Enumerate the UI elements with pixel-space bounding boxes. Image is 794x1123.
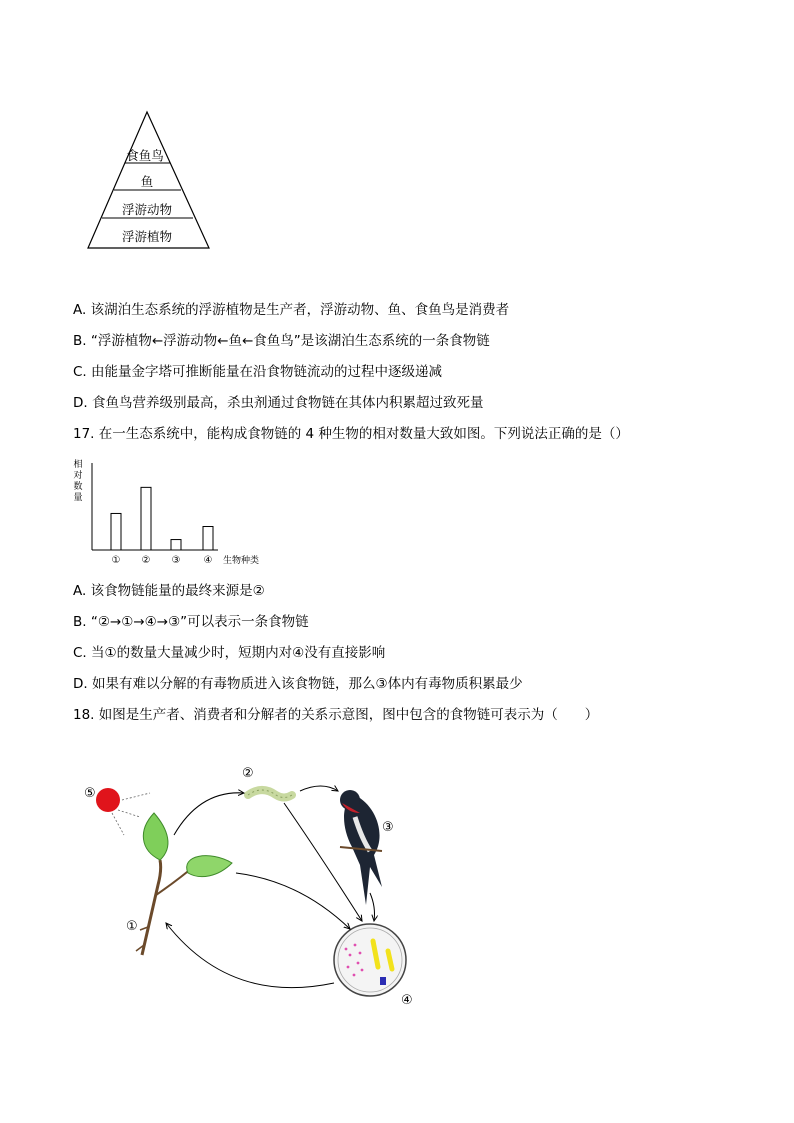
- chart-bar: [203, 527, 213, 550]
- q18-stem: 18. 如图是生产者、消费者和分解者的关系示意图，图中包含的食物链可表示为（ ）: [73, 707, 599, 723]
- label-caterpillar: ②: [242, 766, 254, 781]
- pyramid-level-3: 浮游动物: [121, 202, 173, 217]
- q16-option-d: D. 食鱼鸟营养级别最高，杀虫剂通过食物链在其体内积累超过致死量: [73, 395, 484, 411]
- q17-option-a: A. 该食物链能量的最终来源是②: [73, 583, 265, 599]
- q17-option-c: C. 当①的数量大量减少时，短期内对④没有直接影响: [73, 645, 386, 661]
- decomposer-circle-icon: [334, 924, 406, 996]
- caterpillar-icon: [248, 790, 292, 798]
- sun-icon: [96, 788, 150, 835]
- q17-stem: 17. 在一生态系统中，能构成食物链的 4 种生物的相对数量大致如图。下列说法正确的是（）: [73, 426, 629, 442]
- plant-icon: [136, 813, 232, 955]
- chart-y-axis-label-char: 对: [73, 471, 83, 481]
- q16-option-b: B. “浮游植物←浮游动物←鱼←食鱼鸟”是该湖泊生态系统的一条食物链: [73, 333, 490, 349]
- chart-tick-label: ①: [111, 555, 121, 566]
- arrow-plant-to-caterpillar: [174, 793, 244, 835]
- label-decomposer: ④: [401, 993, 413, 1008]
- arrow-caterpillar-to-bird: [300, 786, 338, 791]
- chart-y-axis-label-char: 量: [73, 493, 83, 503]
- pyramid-level-2: 鱼: [140, 174, 154, 189]
- swallow-bird-icon: [340, 790, 382, 905]
- population-bar-chart: [70, 455, 270, 570]
- q16-option-c: C. 由能量金字塔可推断能量在沿食物链流动的过程中逐级递减: [73, 364, 443, 380]
- label-sun: ⑤: [84, 786, 96, 801]
- arrow-plant-to-decomposer: [236, 873, 350, 929]
- chart-tick-label: ②: [141, 555, 151, 566]
- arrow-decomposer-to-plant: [166, 923, 334, 988]
- pyramid-level-bottom: 浮游植物: [121, 229, 173, 244]
- label-bird: ③: [382, 820, 394, 835]
- pyramid-level-top: 食鱼鸟: [126, 148, 164, 163]
- q16-option-a: A. 该湖泊生态系统的浮游植物是生产者，浮游动物、鱼、食鱼鸟是消费者: [73, 302, 510, 318]
- q17-option-b: B. “②→①→④→③”可以表示一条食物链: [73, 614, 309, 630]
- arrow-bird-to-decomposer: [370, 893, 375, 921]
- chart-tick-label: ③: [171, 555, 181, 566]
- q17-option-d: D. 如果有难以分解的有毒物质进入该食物链，那么③体内有毒物质积累最少: [73, 676, 523, 692]
- chart-x-axis-label: 生物种类: [222, 556, 260, 566]
- ecosystem-relationship-diagram: [70, 755, 430, 1015]
- chart-bar: [171, 540, 181, 550]
- label-plant: ①: [126, 919, 138, 934]
- energy-pyramid-figure: [85, 110, 215, 252]
- chart-y-axis-label-char: 相: [73, 460, 83, 470]
- chart-bar: [141, 487, 151, 550]
- chart-bar: [111, 513, 121, 550]
- chart-tick-label: ④: [203, 555, 213, 566]
- chart-y-axis-label-char: 数: [73, 482, 83, 492]
